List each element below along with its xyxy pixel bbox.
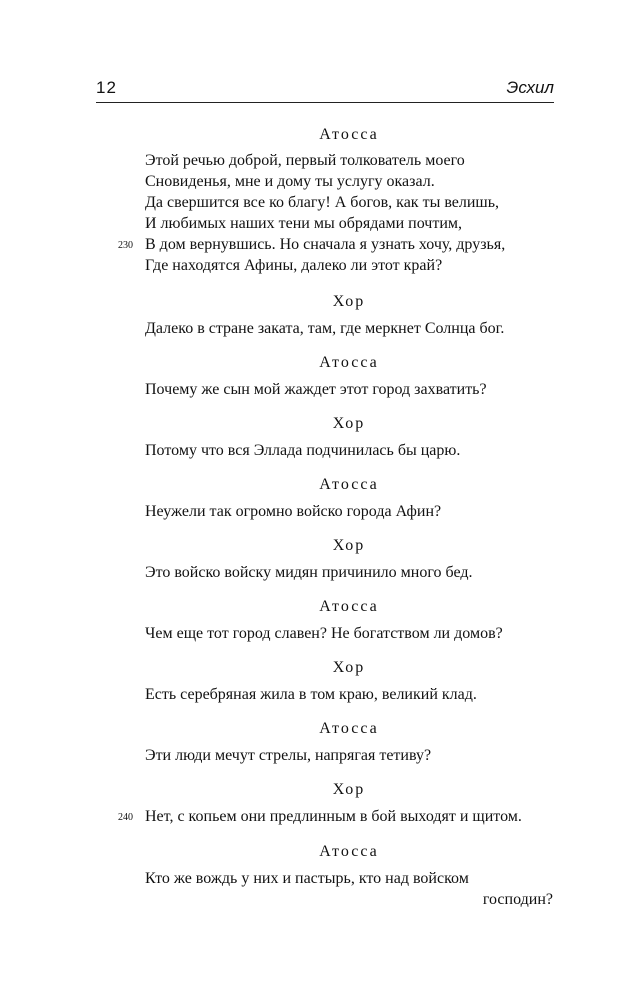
verse-line: Неужели так огромно войско города Афин? xyxy=(145,503,442,520)
verse-line: Где находятся Афины, далеко ли этот край? xyxy=(145,257,443,274)
verse-line: Этой речью доброй, первый толкователь моего xyxy=(145,152,465,169)
speaker-name: Атосса xyxy=(319,598,379,615)
verse-line: Сновиденья, мне и дому ты услугу оказал. xyxy=(145,173,435,190)
verse-line-continuation: господин? xyxy=(482,891,553,908)
speaker-name: Атосса xyxy=(319,354,379,371)
verse-line: Далеко в стране заката, там, где меркнет Солнца бог. xyxy=(145,320,505,337)
speaker-name: Хор xyxy=(332,659,366,676)
speaker-name: Атосса xyxy=(319,126,379,143)
speaker-name: Атосса xyxy=(319,843,379,860)
speaker-name: Хор xyxy=(332,781,366,798)
speaker-name: Хор xyxy=(332,293,366,310)
verse-line: Почему же сын мой жаждет этот город захватить? xyxy=(145,381,487,398)
verse-line: В дом вернувшись. Но сначала я узнать хочу, друзья, xyxy=(145,236,506,253)
running-header xyxy=(96,78,554,102)
speaker-name: Атосса xyxy=(319,720,379,737)
verse-line: Нет, с копьем они предлинным в бой выходят и щитом. xyxy=(145,808,522,825)
verse-line: Есть серебряная жила в том краю, великий клад. xyxy=(145,686,477,703)
verse-line: Эти люди мечут стрелы, напрягая тетиву? xyxy=(145,747,432,764)
page-number: 12 xyxy=(96,78,117,97)
speaker-name: Хор xyxy=(332,415,366,432)
verse-line: Кто же вождь у них и пастырь, кто над войском xyxy=(145,870,469,887)
verse-line: Да свершится все ко благу! А богов, как ты велишь, xyxy=(145,194,500,211)
verse-line: Это войско войску мидян причинило много бед. xyxy=(145,564,473,581)
verse-line: И любимых наших тени мы обрядами почтим, xyxy=(145,215,463,232)
line-number: 240 xyxy=(118,812,133,823)
running-title: Эсхил xyxy=(506,78,554,97)
line-number: 230 xyxy=(118,240,133,251)
verse-line: Потому что вся Эллада подчинилась бы царю. xyxy=(145,442,461,459)
speaker-name: Атосса xyxy=(319,476,379,493)
speaker-name: Хор xyxy=(332,537,366,554)
header-rule xyxy=(96,102,554,103)
verse-line: Чем еще тот город славен? Не богатством ли домов? xyxy=(145,625,503,642)
